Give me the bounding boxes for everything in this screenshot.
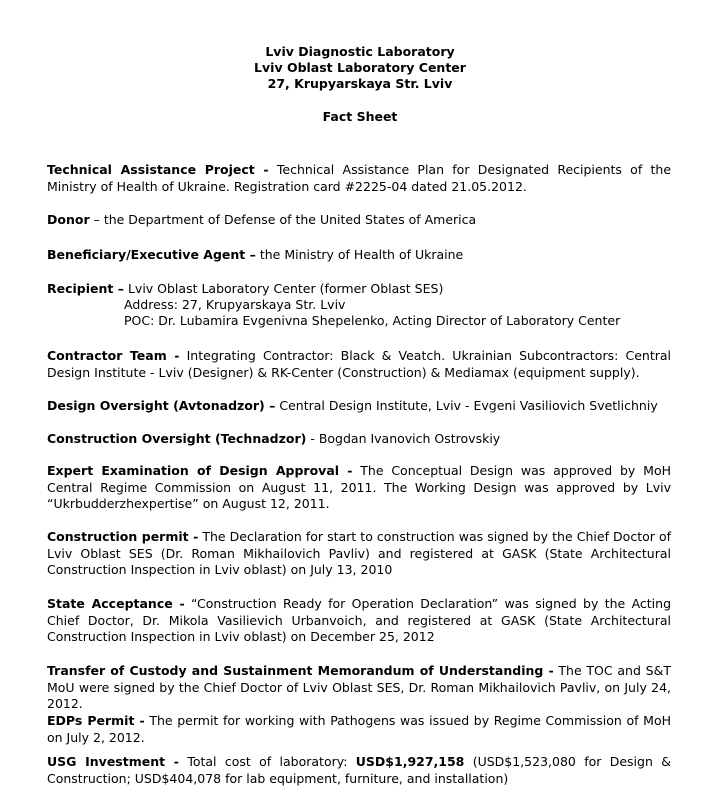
- section-label: Construction Oversight (Technadzor): [47, 431, 307, 446]
- lab-name: Lviv Diagnostic Laboratory: [265, 44, 455, 59]
- section-text: the Ministry of Health of Ukraine: [255, 247, 464, 262]
- transfer-section: [47, 663, 671, 713]
- lab-address: 27, Krupyarskaya Str. Lviv: [267, 76, 453, 91]
- section-label: Expert Examination of Design Approval -: [47, 463, 353, 478]
- center-name: Lviv Oblast Laboratory Center: [254, 60, 466, 75]
- section-text: - Bogdan Ivanovich Ostrovskiy: [306, 431, 501, 446]
- section-text: The permit for working with Pathogens was issued by Regime Commission of MoH on July 2, 2012.: [47, 713, 672, 745]
- recipient-address: Address: 27, Krupyarskaya Str. Lviv: [124, 297, 346, 312]
- section-label: Donor: [47, 212, 90, 227]
- section-text: “Construction Ready for Operation Declaration” was signed by the Acting Chief Doctor, Dr. Mikola Vasilievich Urbanvoich, and registered at GASK (State Architectural Construction Inspection in Lviv oblast) on December 25, 2012: [47, 596, 671, 645]
- section-text: Integrating Contractor: Black & Veatch. Ukrainian Subcontractors: Central Design Institute - Lviv (Designer) & RK-Center (Construction) & Mediamax (equipment supply).: [47, 348, 671, 380]
- section-text: – the Department of Defense of the United States of America: [89, 212, 477, 227]
- construction-oversight-section: [47, 431, 671, 448]
- usg-investment-section: [47, 754, 671, 787]
- section-text: (USD$1,523,080 for Design & Construction; USD$404,078 for lab equipment, furniture, and installation): [47, 754, 671, 786]
- donor-section: [47, 212, 671, 229]
- technical-assistance-section: [47, 162, 671, 195]
- edps-permit-section: [47, 713, 671, 746]
- section-label: Transfer of Custody and Sustainment Memorandum of Understanding -: [47, 663, 554, 678]
- section-label: Design Oversight (Avtonadzor) –: [47, 398, 276, 413]
- section-label: EDPs Permit -: [47, 713, 145, 728]
- section-label: Technical Assistance Project -: [47, 162, 269, 177]
- recipient-section: [47, 281, 671, 298]
- construction-permit-section: [47, 529, 671, 579]
- section-label: Contractor Team -: [47, 348, 180, 363]
- section-text: Technical Assistance Plan for Designated Recipients of the Ministry of Health of Ukraine. Registration card #2225-04 dated 21.05.2012.: [47, 162, 672, 194]
- section-text: The TOC and S&T MoU were signed by the Chief Doctor of Lviv Oblast SES, Dr. Roman Mikhailovich Pavliv, on July 24, 2012.: [47, 663, 671, 712]
- section-text: Total cost of laboratory:: [179, 754, 356, 769]
- section-label: Recipient –: [47, 281, 124, 296]
- section-text: Lviv Oblast Laboratory Center (former Oblast SES): [123, 281, 444, 296]
- total-amount: USD$1,927,158: [355, 754, 465, 769]
- section-label: Construction permit -: [47, 529, 199, 544]
- section-text: Central Design Institute, Lviv - Evgeni Vasiliovich Svetlichniy: [275, 398, 658, 413]
- document-title: Fact Sheet: [322, 109, 398, 124]
- state-acceptance-section: [47, 596, 671, 646]
- contractor-section: [47, 348, 671, 381]
- section-label: State Acceptance -: [47, 596, 185, 611]
- design-oversight-section: [47, 398, 671, 415]
- section-text: The Conceptual Design was approved by MoH Central Regime Commission on August 11, 2011. The Working Design was approved by Lviv “Ukrbudderzhexpertise” on August 12, 2011.: [47, 463, 671, 512]
- section-text: The Declaration for start to construction was signed by the Chief Doctor of Lviv Oblast SES (Dr. Roman Mikhailovich Pavliv) and registered at GASK (State Architectural Construction Inspection in Lviv oblast) on July 13, 2010: [47, 529, 672, 578]
- recipient-poc: POC: Dr. Lubamira Evgenivna Shepelenko, Acting Director of Laboratory Center: [124, 313, 621, 328]
- beneficiary-section: [47, 247, 671, 264]
- section-label: Beneficiary/Executive Agent –: [47, 247, 256, 262]
- section-label: USG Investment -: [47, 754, 179, 769]
- expert-examination-section: [47, 463, 671, 513]
